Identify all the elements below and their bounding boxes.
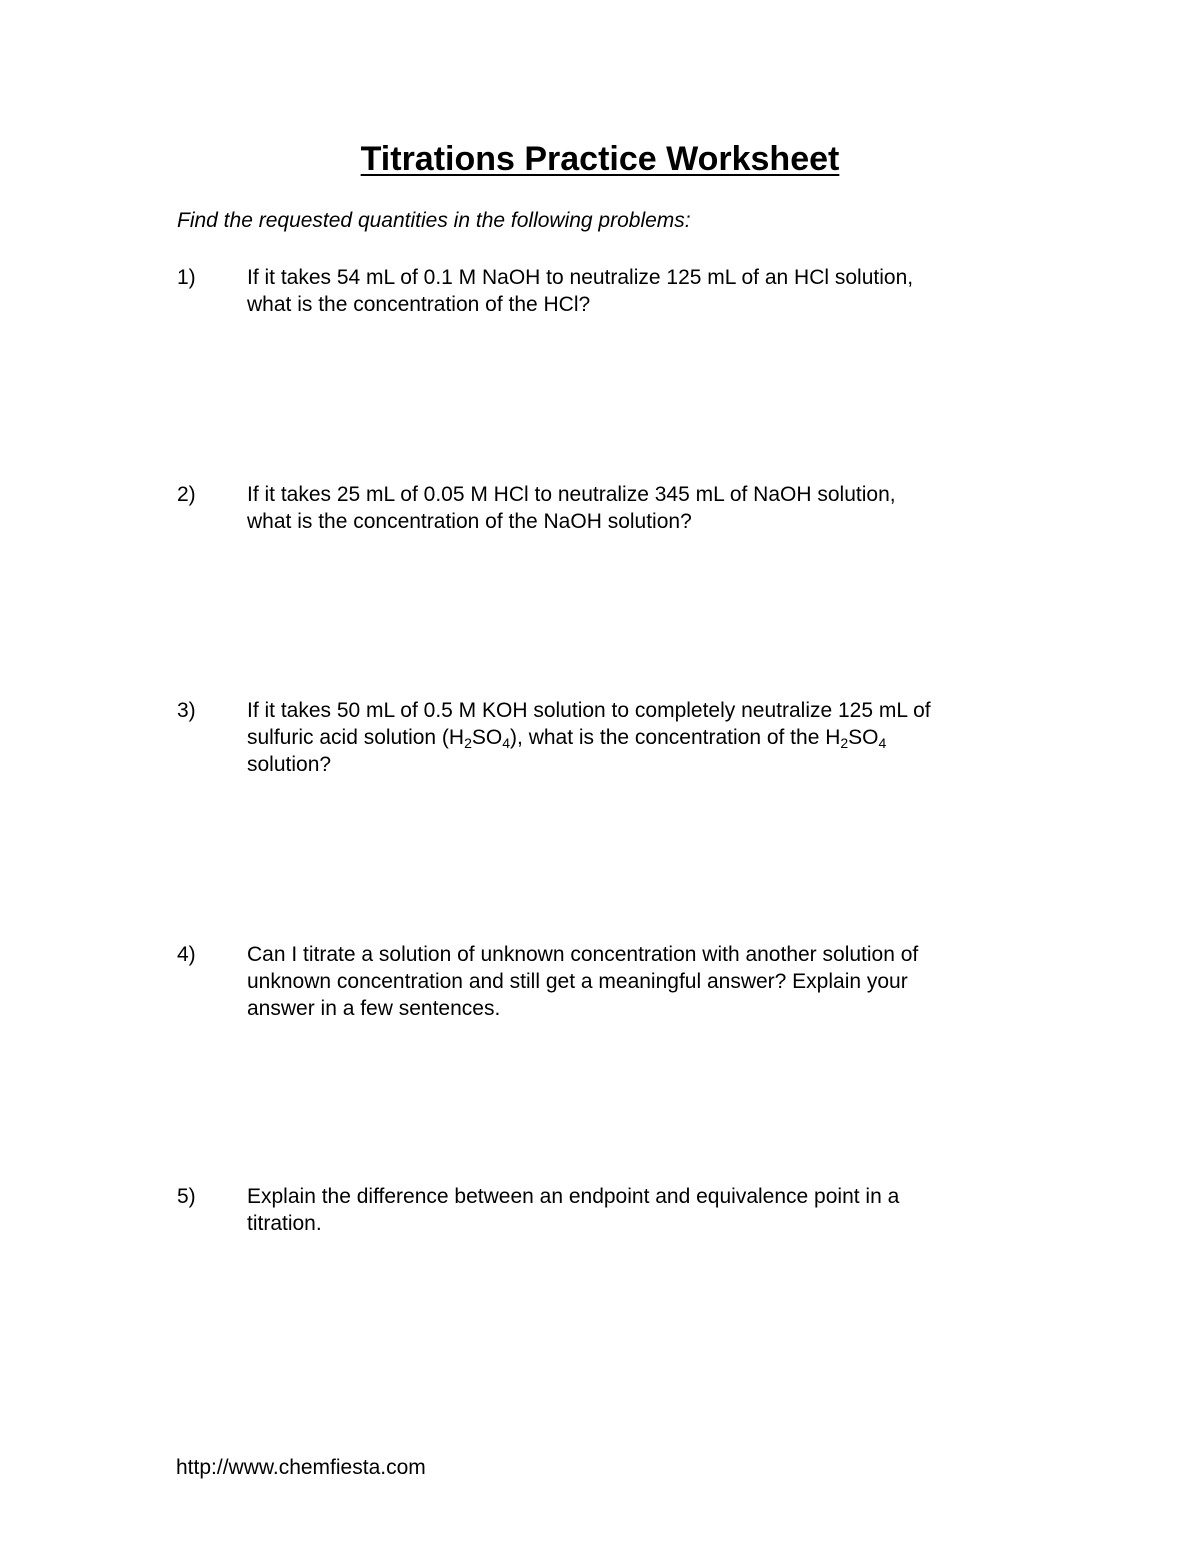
text-segment: SO [471, 726, 503, 749]
text-segment: sulfuric acid solution (H [247, 726, 465, 749]
problem-text [247, 941, 1037, 1022]
subscript: 2 [840, 735, 849, 751]
worksheet-title-text: Titrations Practice Worksheet [360, 140, 840, 178]
problem-text [247, 481, 1037, 535]
problem-text [247, 264, 1037, 318]
problem-line: titration. [247, 1212, 322, 1235]
problem-line: Can I titrate a solution of unknown concentration with another solution of [247, 943, 919, 966]
problem-line: unknown concentration and still get a meaningful answer? Explain your [247, 970, 908, 993]
instructions: Find the requested quantities in the following problems: [177, 209, 691, 232]
problem-line: what is the concentration of the NaOH solution? [247, 510, 692, 533]
subscript: 4 [502, 735, 511, 751]
problem-number: 5) [177, 1185, 196, 1208]
problem-line-formula [247, 724, 1037, 751]
text-segment: SO [848, 726, 879, 749]
problem-number: 1) [177, 266, 196, 289]
problem-number: 4) [177, 943, 196, 966]
problem-line: answer in a few sentences. [247, 997, 501, 1020]
problem-text [247, 697, 1037, 778]
text-segment: ), what is the concentration of the H [510, 726, 841, 749]
problem-line: what is the concentration of the HCl? [247, 293, 591, 316]
footer-url: http://www.chemfiesta.com [176, 1456, 426, 1479]
problem-line: solution? [247, 753, 332, 776]
problem-line: If it takes 54 mL of 0.1 M NaOH to neutralize 125 mL of an HCl solution, [247, 266, 914, 289]
problem-line: Explain the difference between an endpoint and equivalence point in a [247, 1185, 900, 1208]
problem-number: 3) [177, 699, 196, 722]
problem-line: If it takes 50 mL of 0.5 M KOH solution to completely neutralize 125 mL of [247, 699, 931, 722]
problem-text [247, 1183, 1037, 1237]
subscript: 2 [464, 735, 472, 751]
subscript: 4 [878, 735, 887, 751]
problem-line: If it takes 25 mL of 0.05 M HCl to neutralize 345 mL of NaOH solution, [247, 483, 896, 506]
problem-number: 2) [177, 483, 196, 506]
worksheet-title [0, 140, 1200, 179]
